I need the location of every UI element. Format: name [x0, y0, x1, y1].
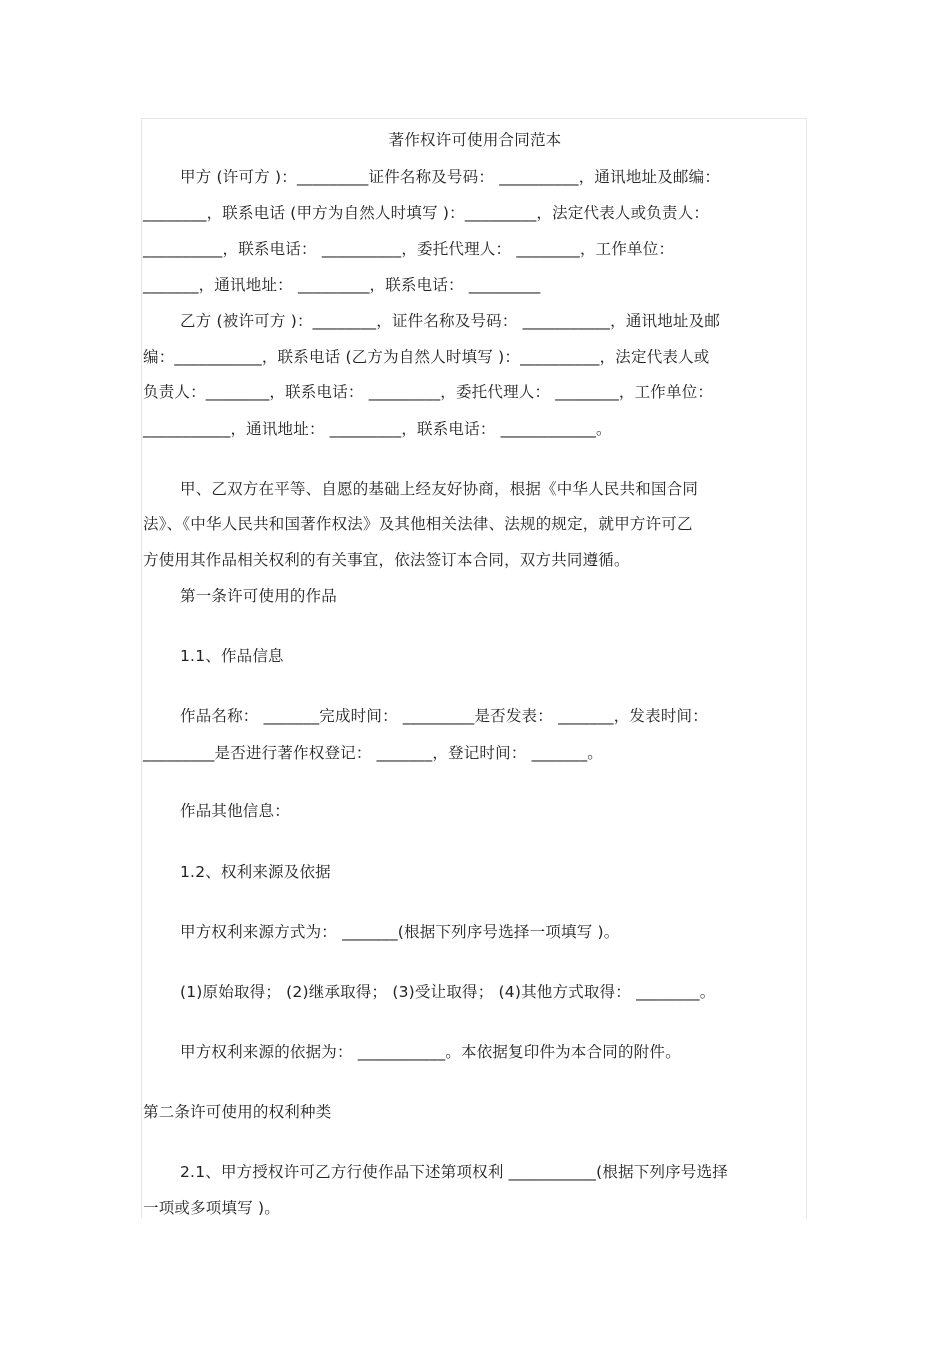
preamble-line-1: 甲、乙双方在平等、自愿的基础上经友好协商，根据《中华人民共和国合同	[180, 480, 699, 498]
section-2-1-line-2: 一项或多项填写 )。	[143, 1199, 280, 1217]
party-a-line-2: ________，联系电话 (甲方为自然人时填写 )：_________，法定代表人或负责人：	[143, 204, 710, 222]
party-b-line-1: 乙方 (被许可方 )：________，证件名称及号码： ___________，通讯地址及邮	[180, 312, 721, 330]
rights-source-options: (1)原始取得； (2)继承取得； (3)受让取得； (4)其他方式取得： ________。	[180, 983, 716, 1001]
work-info-line-1: 作品名称： _______完成时间： _________是否发表： _______，发表时间：	[180, 707, 708, 725]
party-a-line-4: _______，通讯地址： _________，联系电话： _________	[143, 276, 541, 294]
section-1-2-heading: 1.2、权利来源及依据	[180, 863, 331, 881]
section-2-1-line-1: 2.1、甲方授权许可乙方行使作品下述第项权利 ___________(根据下列序号选择	[180, 1163, 728, 1181]
preamble-line-3: 方使用其作品相关权利的有关事宜，依法签订本合同，双方共同遵循。	[143, 551, 630, 569]
party-a-line-1: 甲方 (许可方 )：_________证件名称及号码： __________，通讯地址及邮编：	[180, 168, 721, 186]
party-b-line-4: ___________，通讯地址： _________，联系电话： ____________。	[143, 420, 612, 438]
preamble-line-2: 法》、《中华人民共和国著作权法》及其他相关法律、法规的规定，就甲方许可乙	[143, 515, 693, 533]
rights-source-method: 甲方权利来源方式为： _______(根据下列序号选择一项填写 )。	[180, 923, 620, 941]
party-b-line-2: 编：___________，联系电话 (乙方为自然人时填写 )：__________，法定代表人或	[143, 348, 710, 366]
section-1-1-heading: 1.1、作品信息	[180, 647, 284, 665]
rights-source-basis: 甲方权利来源的依据为： ___________。本依据复印件为本合同的附件。	[180, 1043, 681, 1061]
party-b-line-3: 负责人：________，联系电话： _________，委托代理人： ________，工作单位：	[143, 383, 714, 401]
article-2-heading: 第二条许可使用的权利种类	[143, 1103, 332, 1121]
work-other-info: 作品其他信息：	[180, 802, 290, 820]
work-info-line-2: _________是否进行著作权登记： _______，登记时间： _______。	[143, 744, 604, 762]
article-1-heading: 第一条许可使用的作品	[180, 587, 338, 605]
party-a-line-3: __________，联系电话： __________，委托代理人： ________，工作单位：	[143, 240, 675, 258]
document-title: 著作权许可使用合同范本	[388, 131, 562, 149]
